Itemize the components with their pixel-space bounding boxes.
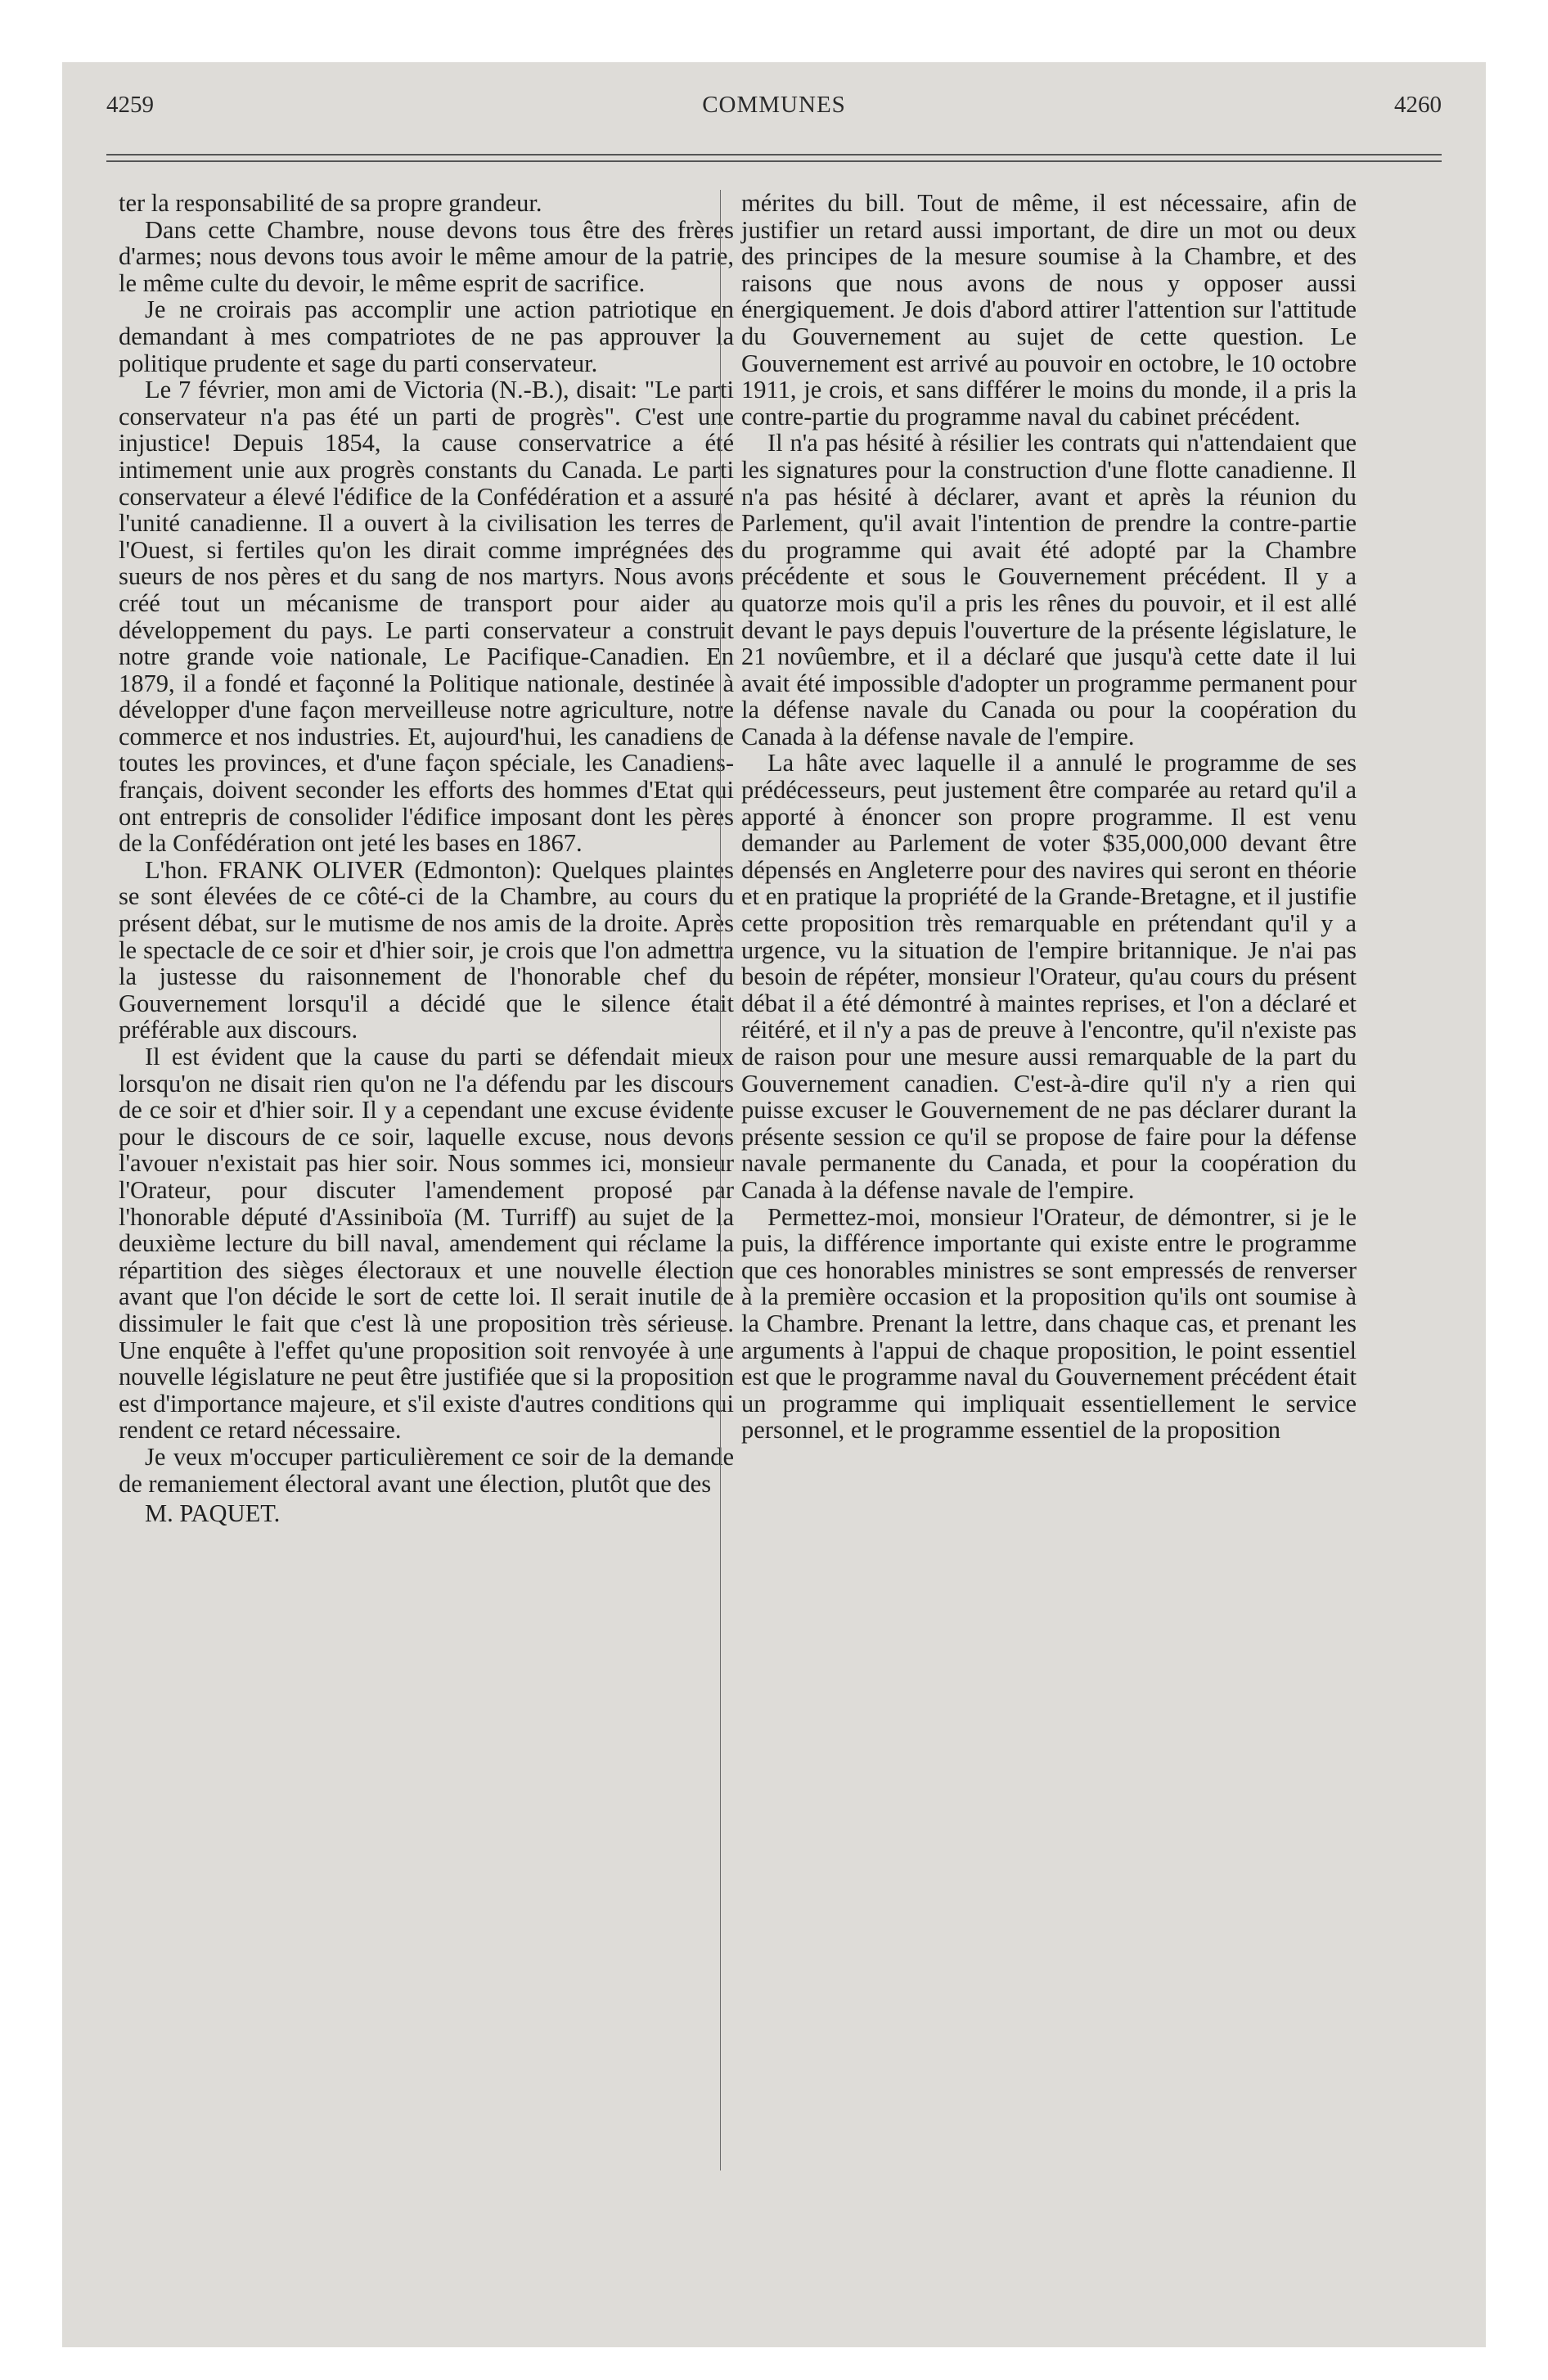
paragraph: mérites du bill. Tout de même, il est nécessaire, afin de justifier un retard aussi important, de dire un mot ou deux des principes de la mesure soumise à la Chambre, et des raisons que nous avons de nous y opposer aussi énergiquement. Je dois d'abord attirer l'attention sur l'attitude du Gouvernement au sujet de cette question. Le Gouvernement est arrivé au pouvoir en octobre, le 10 octobre 1911, je crois, et sans différer le moins du monde, il a pris la contre-partie du programme naval du cabinet précédent. [741,189,1357,430]
paragraph: Je veux m'occuper particulièrement ce soir de la demande de remaniement électoral avant une élection, plutôt que des [119,1442,734,1498]
speaker-signature: M. PAQUET. [145,1499,281,1528]
left-column [119,190,734,1527]
paragraph: Le 7 février, mon ami de Victoria (N.-B.), disait: "Le parti conservateur n'a pas été un parti de progrès". C'est une injustice! Depuis 1854, la cause conservatrice a été intimement unie aux progrès constants du Canada. Le parti conservateur a élevé l'édifice de la Confédération et a assuré l'unité canadienne. Il a ouvert à la civilisation les terres de l'Ouest, si fertiles qu'on les dirait comme imprégnées des sueurs de nos pères et du sang de nos martyrs. Nous avons créé tout un mécanisme de transport pour aider au développement du pays. Le parti conservateur a construit notre grande voie nationale, Le Pacifique-Canadien. En 1879, il a fondé et façonné la Politique nationale, destinée à développer d'une façon merveilleuse notre agriculture, notre commerce et nos industries. Et, aujourd'hui, les canadiens de toutes les provinces, et d'une façon spéciale, les Canadiens-français, doivent seconder les efforts des hommes d'Etat qui ont entrepris de consolider l'édifice imposant dont les pères de la Confédération ont jeté les bases en 1867. [119,376,734,858]
page-number-left: 4259 [106,92,154,118]
header-rule-top [106,154,1442,156]
paragraph: Dans cette Chambre, nouse devons tous être des frères d'armes; nous devons tous avoir le même amour de la patrie, le même culte du devoir, le même esprit de sacrifice. [119,215,734,297]
right-column [741,190,1357,1444]
page-header [106,92,1442,124]
paragraph: Il est évident que la cause du parti se défendait mieux lorsqu'on ne disait rien qu'on ne l'a défendu par les discours de ce soir et d'hier soir. Il y a cependant une excuse évidente pour le discours de ce soir, laquelle excuse, nous devons l'avouer n'existait pas hier soir. Nous sommes ici, monsieur l'Orateur, pour discuter l'amendement proposé par l'honorable député d'Assiniboïa (M. Turriff) au sujet de la deuxième lecture du bill naval, amendement qui réclame la répartition des sièges électoraux et une nouvelle élection avant que l'on décide le sort de cette loi. Il serait inutile de dissimuler le fait que c'est là une proposition très sérieuse. Une enquête à l'effet qu'une proposition soit renvoyée à une nouvelle législature ne peut être justifiée que si la proposition est d'importance majeure, et s'il existe d'autres conditions qui rendent ce retard nécessaire. [119,1043,734,1445]
running-title: COMMUNES [702,92,846,118]
page-number-right: 4260 [1394,92,1442,118]
header-rule-bottom [106,160,1442,162]
column-divider [720,190,721,2170]
paragraph: Je ne croirais pas accomplir une action patriotique en demandant à mes compatriotes de ne pas approuver la politique prudente et sage du parti conservateur. [119,295,734,377]
paragraph: L'hon. FRANK OLIVER (Edmonton): Quelques plaintes se sont élevées de ce côté-ci de la Chambre, au cours du présent débat, sur le mutisme de nos amis de la droite. Après le spectacle de ce soir et d'hier soir, je crois que l'on admettra la justesse du raisonnement de l'honorable chef du Gouvernement lorsqu'il a décidé que le silence était préférable aux discours. [119,855,734,1044]
paragraph: Il n'a pas hésité à résilier les contrats qui n'attendaient que les signatures pour la construction d'une flotte canadienne. Il n'a pas hésité à déclarer, avant et après la réunion du Parlement, qu'il avait l'intention de prendre la contre-partie du programme qui avait été adopté par la Chambre précédente et sous le Gouvernement précédent. Il y a quatorze mois qu'il a pris les rênes du pouvoir, et il est allé devant le pays depuis l'ouverture de la présente législature, le 21 novûembre, et il a déclaré que jusqu'à cette date il lui avait été impossible d'adopter un programme permanent pour la défense navale du Canada ou pour la coopération du Canada à la défense navale de l'empire. [741,429,1357,751]
paragraph: Permettez-moi, monsieur l'Orateur, de démontrer, si je le puis, la différence importante qui existe entre le programme que ces honorables ministres se sont empressés de renverser à la première occasion et la proposition qu'ils ont soumise à la Chambre. Prenant la lettre, dans chaque cas, et prenant les arguments à l'appui de chaque proposition, le point essentiel est que le programme naval du Gouvernement précédent était un programme qui impliquait essentiellement le service personnel, et le programme essentiel de la proposition [741,1202,1357,1445]
paragraph: ter la responsabilité de sa propre grandeur. [119,189,542,217]
paragraph: La hâte avec laquelle il a annulé le programme de ses prédécesseurs, peut justement être comparée au retard qu'il a apporté à énoncer son propre programme. Il est venu demander au Parlement de voter $35,000,000 devant être dépensés en Angleterre pour des navires qui seront en théorie et en pratique la propriété de la Grande-Bretagne, et il justifie cette proposition très remarquable en prétendant qu'il y a urgence, vu la situation de l'empire britannique. Je n'ai pas besoin de répéter, monsieur l'Orateur, qu'au cours du présent débat il a été démontré à maintes reprises, et l'on a déclaré et réitéré, et il n'y a pas de preuve à l'encontre, qu'il n'existe pas de raison pour une mesure aussi remarquable de la part du Gouvernement canadien. C'est-à-dire qu'il n'y a rien qui puisse excuser le Gouvernement de ne pas déclarer durant la présente session ce qu'il se propose de faire pour la défense navale permanente du Canada, et pour la coopération du Canada à la défense navale de l'empire. [741,749,1357,1204]
